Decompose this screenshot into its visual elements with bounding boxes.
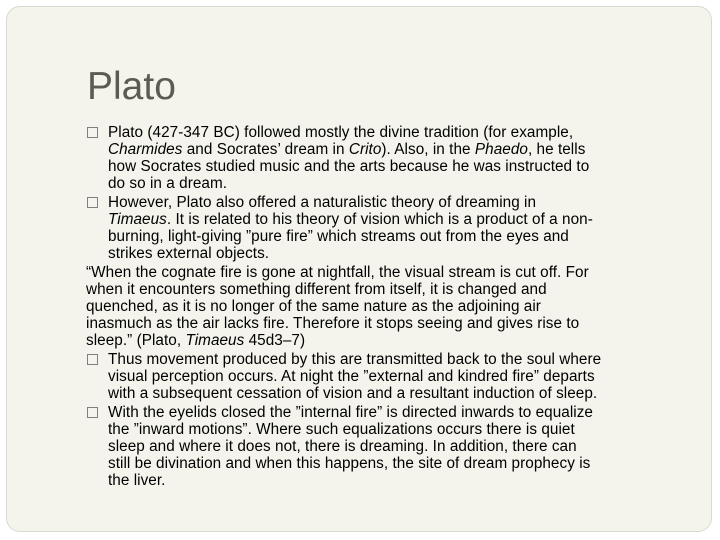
text-segment: the ”inward motions”. Where such equalizations occurs there is quiet [108, 421, 575, 438]
text-line [108, 124, 692, 141]
text-segment: ). Also, in the [381, 141, 475, 158]
bullet-plato-naturalistic [86, 194, 692, 262]
text-line [108, 472, 692, 489]
text-segment: “When the cognate fire is gone at nightfall, the visual stream is cut off. For [86, 264, 589, 281]
text-segment: visual perception occurs. At night the ”external and kindred fire” departs [108, 368, 595, 385]
text-segment: sleep.” (Plato, [86, 332, 186, 349]
slide-title: Plato [87, 65, 176, 108]
text-segment: the liver. [108, 472, 166, 489]
text-line [86, 332, 692, 349]
text-line [86, 281, 692, 298]
bullet-box-icon [87, 197, 98, 208]
text-line [108, 228, 692, 245]
text-line [108, 141, 692, 158]
text-segment: still be divination and when this happens, the site of dream prophecy is [108, 455, 591, 472]
bullet-text [108, 404, 692, 489]
timaeus-quote [86, 264, 692, 349]
text-segment: strikes external objects. [108, 245, 270, 262]
text-line [108, 455, 692, 472]
text-line [108, 351, 692, 368]
text-segment: Plato (427-347 BC) followed mostly the divine tradition (for example, [108, 124, 574, 141]
slide-body [86, 124, 692, 491]
text-line [108, 438, 692, 455]
slide [6, 6, 712, 532]
text-segment: how Socrates studied music and the arts because he was instructed to [108, 158, 590, 175]
text-segment: 45d3–7) [244, 332, 306, 349]
text-line [86, 315, 692, 332]
text-line [108, 421, 692, 438]
italic-title: Timaeus [185, 332, 245, 349]
text-segment: . It is related to his theory of vision which is a product of a non- [166, 211, 593, 228]
text-segment: quenched, as it is no longer of the same nature as the adjoining air [86, 298, 541, 315]
bullet-visual-perception [86, 351, 692, 402]
italic-title: Crito [348, 141, 382, 158]
text-segment: do so in a dream. [108, 175, 228, 192]
bullet-box-icon [87, 407, 98, 418]
bullet-box-icon [87, 127, 98, 138]
text-line [108, 175, 692, 192]
text-segment: Thus movement produced by this are transmitted back to the soul where [108, 351, 602, 368]
text-line [108, 368, 692, 385]
bullet-text [108, 124, 692, 192]
text-line [108, 404, 692, 421]
text-segment: and Socrates’ dream in [182, 141, 349, 158]
text-segment: burning, light-giving ”pure fire” which streams out from the eyes and [108, 228, 569, 245]
bullet-internal-fire [86, 404, 692, 489]
italic-title: Phaedo [474, 141, 528, 158]
italic-title: Timaeus [108, 211, 167, 228]
bullet-text [108, 351, 692, 402]
text-segment: inasmuch as the air lacks fire. Therefore it stops seeing and gives rise to [86, 315, 580, 332]
bullet-box-icon [87, 354, 98, 365]
text-segment: However, Plato also offered a naturalistic theory of dreaming in [108, 194, 537, 211]
text-line [108, 385, 692, 402]
text-segment: With the eyelids closed the ”internal fire” is directed inwards to equalize [108, 404, 593, 421]
bullet-plato-divine [86, 124, 692, 192]
text-line [108, 194, 692, 211]
text-segment: when it encounters something different from itself, it is changed and [86, 281, 547, 298]
italic-title: Charmides [108, 141, 183, 158]
text-line [86, 298, 692, 315]
bullet-text [108, 194, 692, 262]
text-segment: sleep and where it does not, there is dreaming. In addition, there can [108, 438, 577, 455]
text-line [108, 211, 692, 228]
text-segment: with a subsequent cessation of vision and a resultant induction of sleep. [108, 385, 598, 402]
text-line [108, 245, 692, 262]
text-segment: , he tells [527, 141, 586, 158]
text-line [86, 264, 692, 281]
text-line [108, 158, 692, 175]
